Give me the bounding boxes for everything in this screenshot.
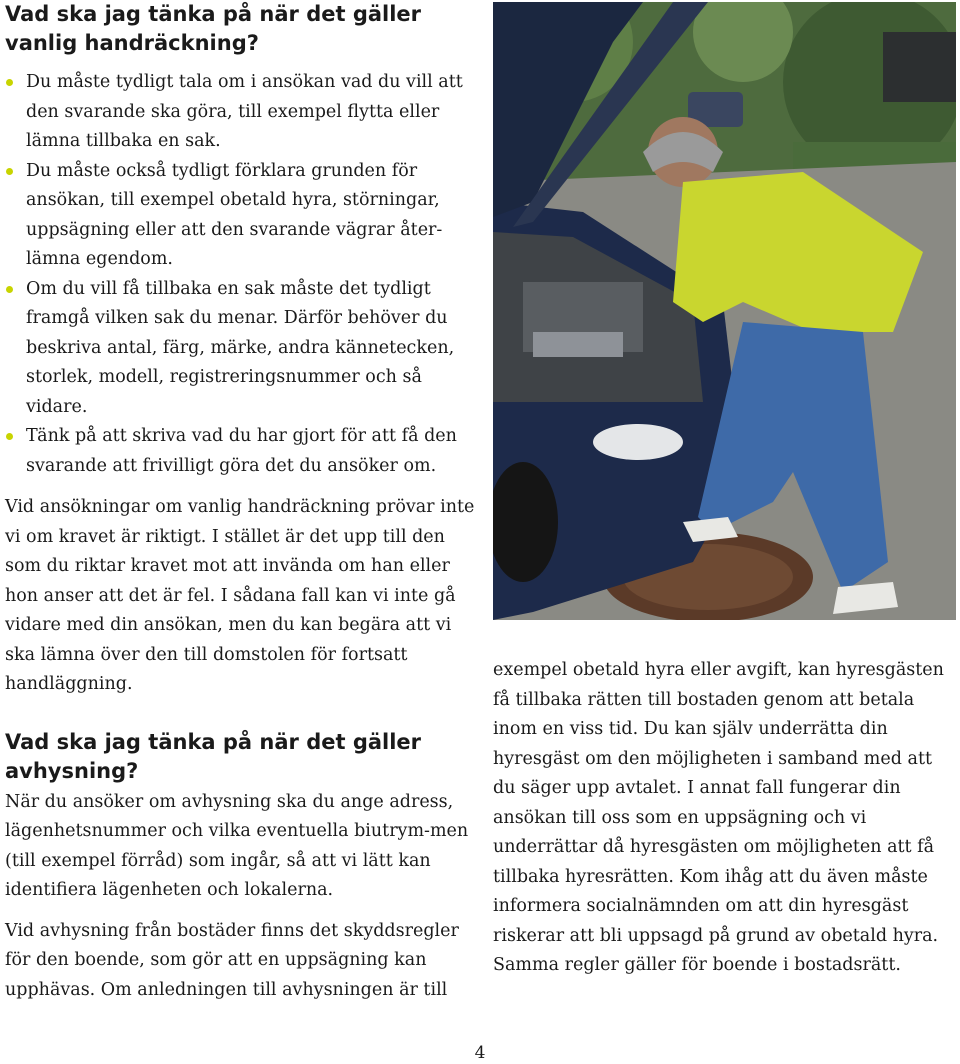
paragraph-avhysning-adress: När du ansöker om avhysning ska du ange adress, lägenhetsnummer och vilka eventuella biutrym-men (till exempel förråd) som ingår, så att vi lätt kan identifiera lägenheten och lokalerna. [5,791,469,900]
bullet-dot-icon [6,168,13,175]
bullet-item [5,157,475,275]
left-column [5,0,475,1005]
bullet-text: Om du vill få tillbaka en sak måste det tydligt framgå vilken sak du menar. Därför behöver du beskriva antal, färg, märke, andra kännetecken, storlek, modell, registreringsnummer och så vidare. [26,278,455,417]
bullet-item [5,275,475,423]
bullet-text: Du måste tydligt tala om i ansökan vad du vill att den svarande ska göra, till exempel flytta eller lämna tillbaka en sak. [26,72,463,151]
page-number: 4 [474,1043,486,1063]
bullet-text: Du måste också tydligt förklara grunden för ansökan, till exempel obetald hyra, störningar, uppsägning eller att den svarande vägrar åter-lämna egendom. [26,160,443,269]
paragraph-continued: exempel obetald hyra eller avgift, kan hyresgästen få tillbaka rätten till bostaden genom att betala inom en viss tid. Du kan själv underrätta din hyresgäst om den möjligheten i samband med att du säger upp avtalet. I annat fall fungerar din ansökan till oss som en uppsägning och vi underrättar då hyresgästen om möjligheten att få tillbaka hyresrätten. Kom ihåg att du även måste informera socialnämnden om att din hyresgäst riskerar att bli uppsagd på grund av obetald hyra. Samma regler gäller för boende i bostadsrätt. [493,660,944,975]
bullet-text: Tänk på att skriva vad du har gjort för att få den svarande att frivilligt göra det du ansöker om. [26,426,457,476]
car-engine-photo [493,2,956,620]
photo-illustration [493,2,956,620]
heading-vanlig-handrackning: Vad ska jag tänka på när det gäller vanlig handräckning? [5,2,422,55]
bullet-dot-icon [6,79,13,86]
bullet-list [5,68,475,481]
paragraph-avhysning-skyddsregler: Vid avhysning från bostäder finns det skyddsregler för den boende, som gör att en uppsägning kan upphävas. Om anledningen till avhysningen är till [5,920,459,1000]
bullet-dot-icon [6,433,13,440]
paragraph-handrackning: Vid ansökningar om vanlig handräckning prövar inte vi om kravet är riktigt. I stället är det upp till den som du riktar kravet mot att invända om han eller hon anser att det är fel. I sådana fall kan vi inte gå vidare med din ansökan, men du kan begära att vi ska lämna över den till domstolen för fortsatt handläggning. [5,497,475,694]
right-column [493,656,955,981]
bullet-item [5,68,475,157]
bullet-item [5,422,475,481]
bullet-dot-icon [6,286,13,293]
heading-avhysning: Vad ska jag tänka på när det gäller avhysning? [5,729,422,783]
